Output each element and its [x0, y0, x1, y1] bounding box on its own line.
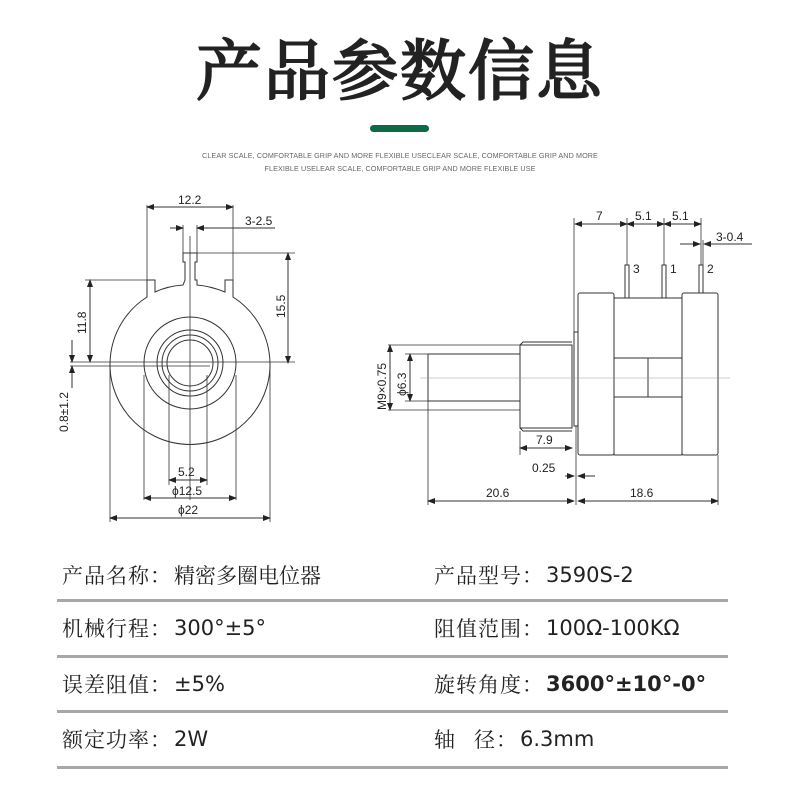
dim-slot: 5.2: [178, 465, 195, 479]
spec-label-product-name: 产品名称：: [62, 563, 172, 588]
spec-row: [57, 713, 728, 769]
spec-row: [57, 602, 728, 658]
spec-label-shaft-diameter-a: 轴: [434, 728, 456, 753]
spec-value-shaft-diameter: 6.3mm: [520, 727, 595, 752]
dim-thread: M9×0.75: [375, 362, 389, 410]
dim-height-right: 15.5: [274, 294, 288, 318]
subtitle: [150, 149, 650, 175]
dim-body-len: 18.6: [630, 486, 654, 500]
dim-pin-pitch-2: 5.1: [672, 209, 689, 223]
pin-label-2: 2: [707, 262, 714, 276]
spec-row: [57, 658, 728, 714]
dim-inner-dia: ϕ12.5: [172, 484, 203, 498]
spec-label-resistance-range: 阻值范围：: [434, 617, 544, 642]
spec-label-mechanical-travel: 机械行程：: [62, 617, 172, 642]
spec-value-rotation-angle: 3600°±10°-0°: [546, 671, 707, 696]
page-title: 产品参数信息: [196, 33, 604, 110]
spec-value-product-name: 精密多圈电位器: [174, 563, 321, 588]
spec-value-rated-power: 2W: [174, 727, 209, 752]
pin-label-3: 3: [633, 262, 640, 276]
subtitle-line-1: CLEAR SCALE, COMFORTABLE GRIP AND MORE FLEXIBLE USECLEAR SCALE, COMFORTABLE GRIP AND MORE: [202, 151, 598, 160]
spec-label-tolerance: 误差阻值：: [62, 672, 172, 697]
subtitle-line-2: FLEXIBLE USELEAR SCALE, COMFORTABLE GRIP AND MORE FLEXIBLE USE: [264, 164, 536, 173]
spec-label-rated-power: 额定功率：: [62, 728, 172, 753]
dim-pin-offset: 7: [596, 209, 603, 223]
spec-label-model: 产品型号：: [434, 563, 544, 588]
dim-top-width: 12.2: [178, 193, 202, 207]
front-view-drawing: [70, 205, 295, 522]
spec-row: [57, 550, 728, 602]
dim-shaft-dia: ϕ6.3: [395, 372, 409, 396]
dim-outer-dia: ϕ22: [178, 503, 199, 517]
dim-height-left: 11.8: [75, 311, 89, 334]
spec-label-shaft-diameter: [434, 724, 518, 754]
spec-table: [57, 550, 728, 769]
side-view-drawing: [388, 218, 752, 505]
dim-shaft-len: 20.6: [486, 486, 510, 500]
spec-label-shaft-diameter-b: 径：: [474, 728, 518, 753]
dim-pin-thickness: 3-0.4: [716, 230, 744, 244]
spec-label-rotation-angle: 旋转角度：: [434, 672, 544, 697]
dim-bushing: 7.9: [536, 433, 553, 447]
dim-washer: 0.25: [532, 461, 556, 475]
dim-terminal: 3-2.5: [245, 214, 273, 228]
dim-offset: 0.8±1.2: [57, 392, 71, 432]
spec-value-tolerance: ±5%: [174, 671, 225, 696]
pin-label-1: 1: [670, 262, 677, 276]
spec-value-resistance-range: 100Ω-100KΩ: [546, 616, 680, 641]
spec-value-model: 3590S-2: [546, 562, 634, 587]
title-accent-bar: [370, 125, 429, 132]
spec-value-mechanical-travel: 300°±5°: [174, 616, 267, 641]
dim-pin-pitch-1: 5.1: [635, 209, 652, 223]
